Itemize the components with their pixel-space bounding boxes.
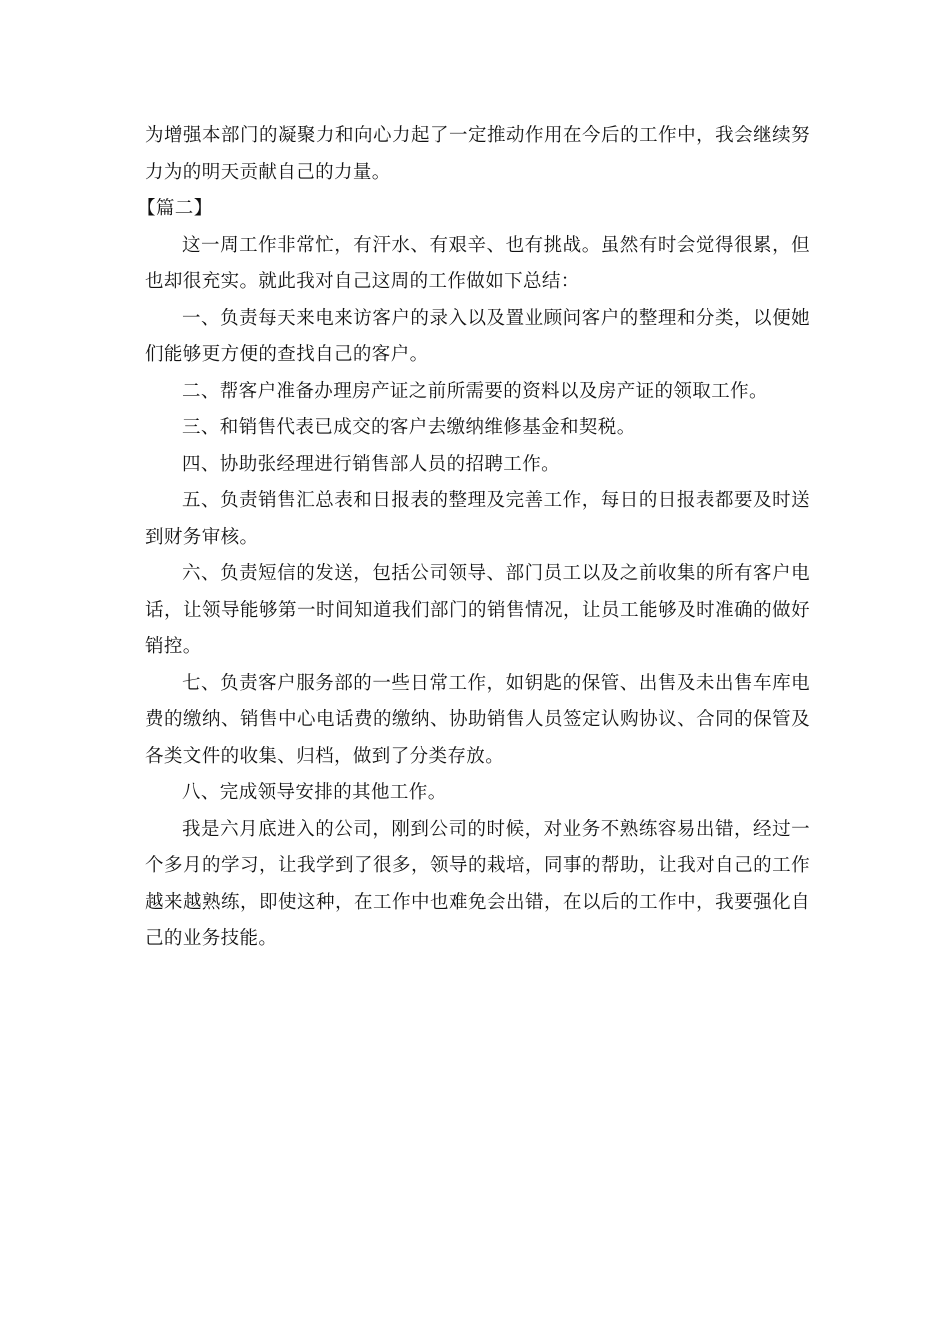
paragraph-item-7: 七、负责客户服务部的一些日常工作，如钥匙的保管、出售及未出售车库电费的缴纳、销售中心电话费的缴纳、协助销售人员签定认购协议、合同的保管及各类文件的收集、归档，做到了分类存放。 <box>145 672 810 767</box>
paragraph-item-1: 一、负责每天来电来访客户的录入以及置业顾问客户的整理和分类，以便她们能够更方便的查找自己的客户。 <box>145 307 810 365</box>
intro-paragraph: 为增强本部门的凝聚力和向心力起了一定推动作用在今后的工作中，我会继续努力为的明天贡献自己的力量。 <box>145 125 810 183</box>
paragraph-item-4: 四、协助张经理进行销售部人员的招聘工作。 <box>182 453 561 475</box>
paragraph-item-6: 六、负责短信的发送，包括公司领导、部门员工以及之前收集的所有客户电话，让领导能够第一时间知道我们部门的销售情况，让员工能够及时准确的做好销控。 <box>145 563 810 657</box>
paragraph-conclusion: 我是六月底进入的公司，刚到公司的时候，对业务不熟练容易出错，经过一个多月的学习，让我学到了很多，领导的栽培，同事的帮助，让我对自己的工作越来越熟练，即使这种，在工作中也难免会出错，在以后的工作中，我要强化自己的业务技能。 <box>145 818 810 949</box>
paragraph-item-2: 二、帮客户准备办理房产证之前所需要的资料以及房产证的领取工作。 <box>182 380 768 402</box>
section-heading: 【篇二】 <box>137 198 213 219</box>
paragraph-item-3: 三、和销售代表已成交的客户去缴纳维修基金和契税。 <box>182 417 636 438</box>
paragraph-item-8: 八、完成领导安排的其他工作。 <box>182 782 447 803</box>
paragraph-summary-intro: 这一周工作非常忙，有汗水、有艰辛、也有挑战。虽然有时会觉得很累，但也却很充实。就此我对自己这周的工作做如下总结： <box>145 234 810 292</box>
paragraph-item-5: 五、负责销售汇总表和日报表的整理及完善工作，每日的日报表都要及时送到财务审核。 <box>145 490 810 548</box>
document-body <box>137 118 810 958</box>
